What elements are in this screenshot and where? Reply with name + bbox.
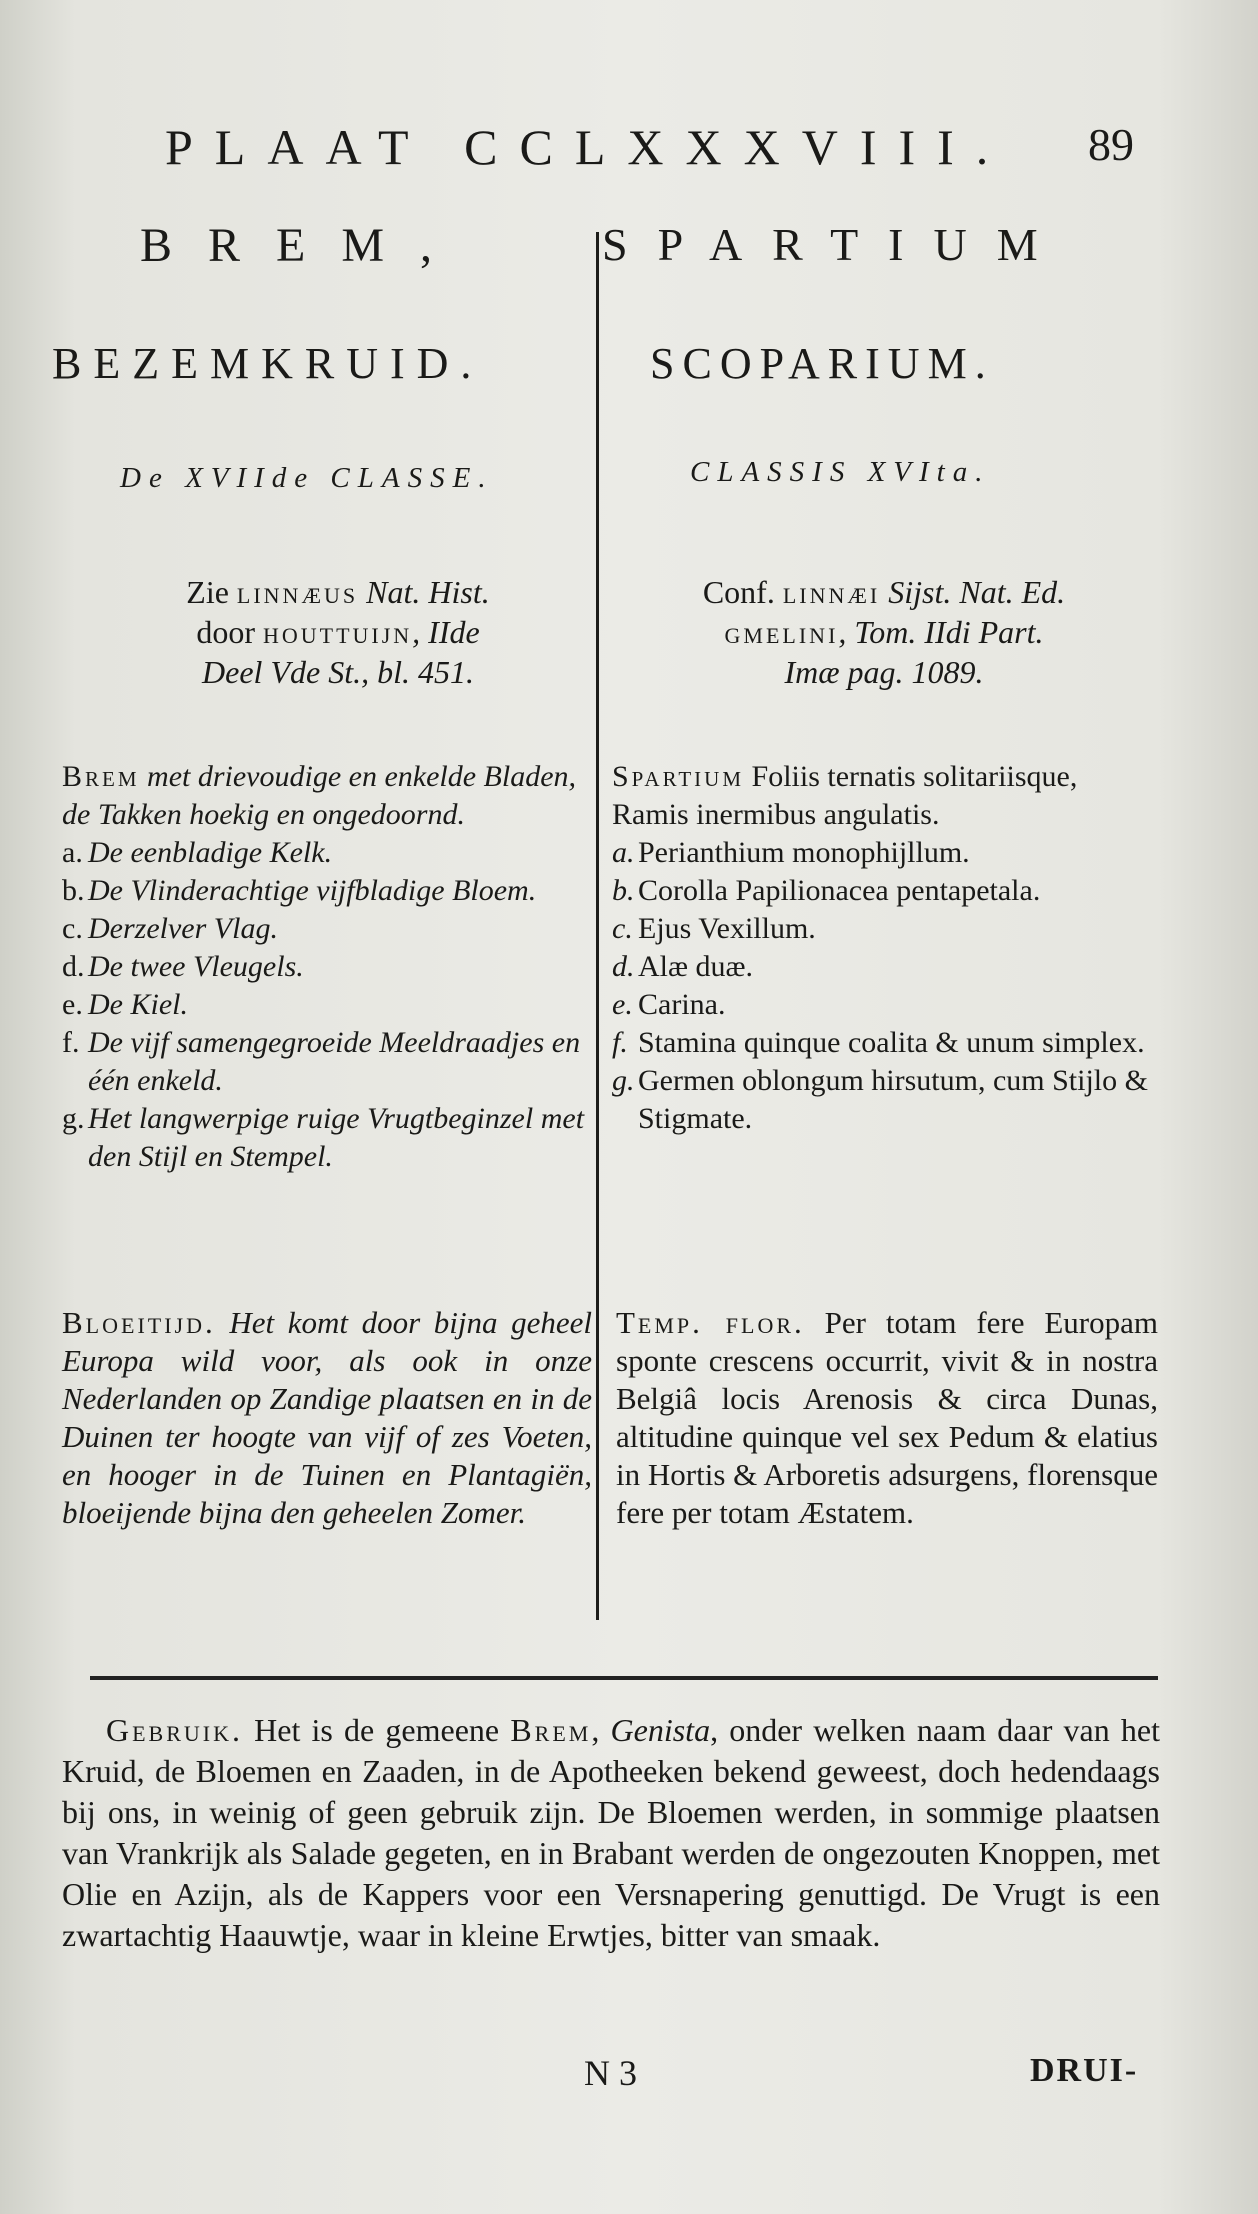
latin-description: Spartium Foliis ternatis solitariisque, Ramis inermibus angulatis. [612, 760, 1078, 831]
signature-mark: N 3 [584, 2053, 637, 2093]
list-item: e. De Kiel. [62, 988, 188, 1021]
catchword: DRUI- [1030, 2052, 1139, 2089]
list-item: b. Corolla Papilionacea pentapetala. [612, 874, 1041, 907]
latin-parts-list [612, 758, 1160, 1138]
dutch-flowering-paragraph: Bloeitijd. Het komt door bijna geheel Europa wild voor, als ook in onze Nederlanden op Zandige plaatsen en in de Duinen ter hoogte van vijf of zes Voeten, en hooger in de Tuinen en Plantagiën, bloeijende bijna den geheelen Zomer. [62, 1305, 592, 1530]
page-number: 89 [1088, 119, 1134, 170]
list-item: c. Derzelver Vlag. [62, 912, 278, 945]
latin-class: CLASSIS XVIta. [690, 456, 991, 488]
dutch-class: De XVIIde CLASSE. [120, 462, 494, 494]
list-item: a. Perianthium monophijllum. [612, 836, 970, 869]
list-item: c. Ejus Vexillum. [612, 912, 816, 945]
list-item: f. De vijf samengegroeide Meeldraadjes en één enkeld. [62, 1026, 581, 1097]
dutch-title-line2: BEZEMKRUID. [52, 339, 484, 388]
list-item: e. Carina. [612, 988, 726, 1021]
latin-reference: Conf. linnæi Sijst. Nat. Ed. gmelini, Tom. IIdi Part. Imæ pag. 1089. [702, 574, 1066, 690]
dutch-reference: Zie linnæus Nat. Hist. door houttuijn, IIde Deel Vde St., bl. 451. [186, 574, 490, 690]
dutch-parts-list [62, 758, 602, 1176]
list-item: g. Germen oblongum hirsutum, cum Stijlo & Stigmate. [612, 1064, 1148, 1135]
plate-title: PLAAT CCLXXXVIII. [165, 119, 1011, 175]
list-item: d. Alæ duæ. [612, 950, 754, 983]
list-item: b. De Vlinderachtige vijfbladige Bloem. [62, 874, 537, 907]
dutch-title-line1: BREM, [140, 219, 469, 272]
latin-title-line2: SCOPARIUM. [650, 339, 994, 388]
list-item: a. De eenbladige Kelk. [62, 836, 333, 869]
section-rule [90, 1676, 1158, 1680]
latin-flowering-paragraph: Temp. flor. Per totam fere Europam sponte crescens occurrit, vivit & in nostra Belgiâ locis Arenosis & circa Dunas, altitudine quinque vel sex Pedum & elatius in Hortis & Arboretis adsurgens, florensque fere per totam Æstatem. [616, 1305, 1158, 1530]
usage-paragraph: Gebruik. Het is de gemeene Brem, Genista, onder welken naam daar van het Kruid, de Bloemen en Zaaden, in de Apotheeken bekend geweest, doch hedendaags bij ons, in weinig of geen gebruik zijn. De Bloemen werden, in sommige plaatsen van Vrankrijk als Salade gegeten, en in Brabant werden de ongezouten Knoppen, met Olie en Azijn, als de Kappers voor een Versnapering genuttigd. De Vrugt is een zwartachtig Haauwtje, waar in kleine Erwtjes, bitter van smaak. [62, 1712, 1161, 1953]
list-item: g. Het langwerpige ruige Vrugtbeginzel met den Stijl en Stempel. [62, 1102, 585, 1173]
list-item: f. Stamina quinque coalita & unum simplex. [612, 1026, 1145, 1059]
dutch-description: Brem met drievoudige en enkelde Bladen, de Takken hoekig en ongedoornd. [62, 760, 577, 831]
latin-title-line1: SPARTIUM [602, 219, 1068, 270]
list-item: d. De twee Vleugels. [62, 950, 304, 983]
